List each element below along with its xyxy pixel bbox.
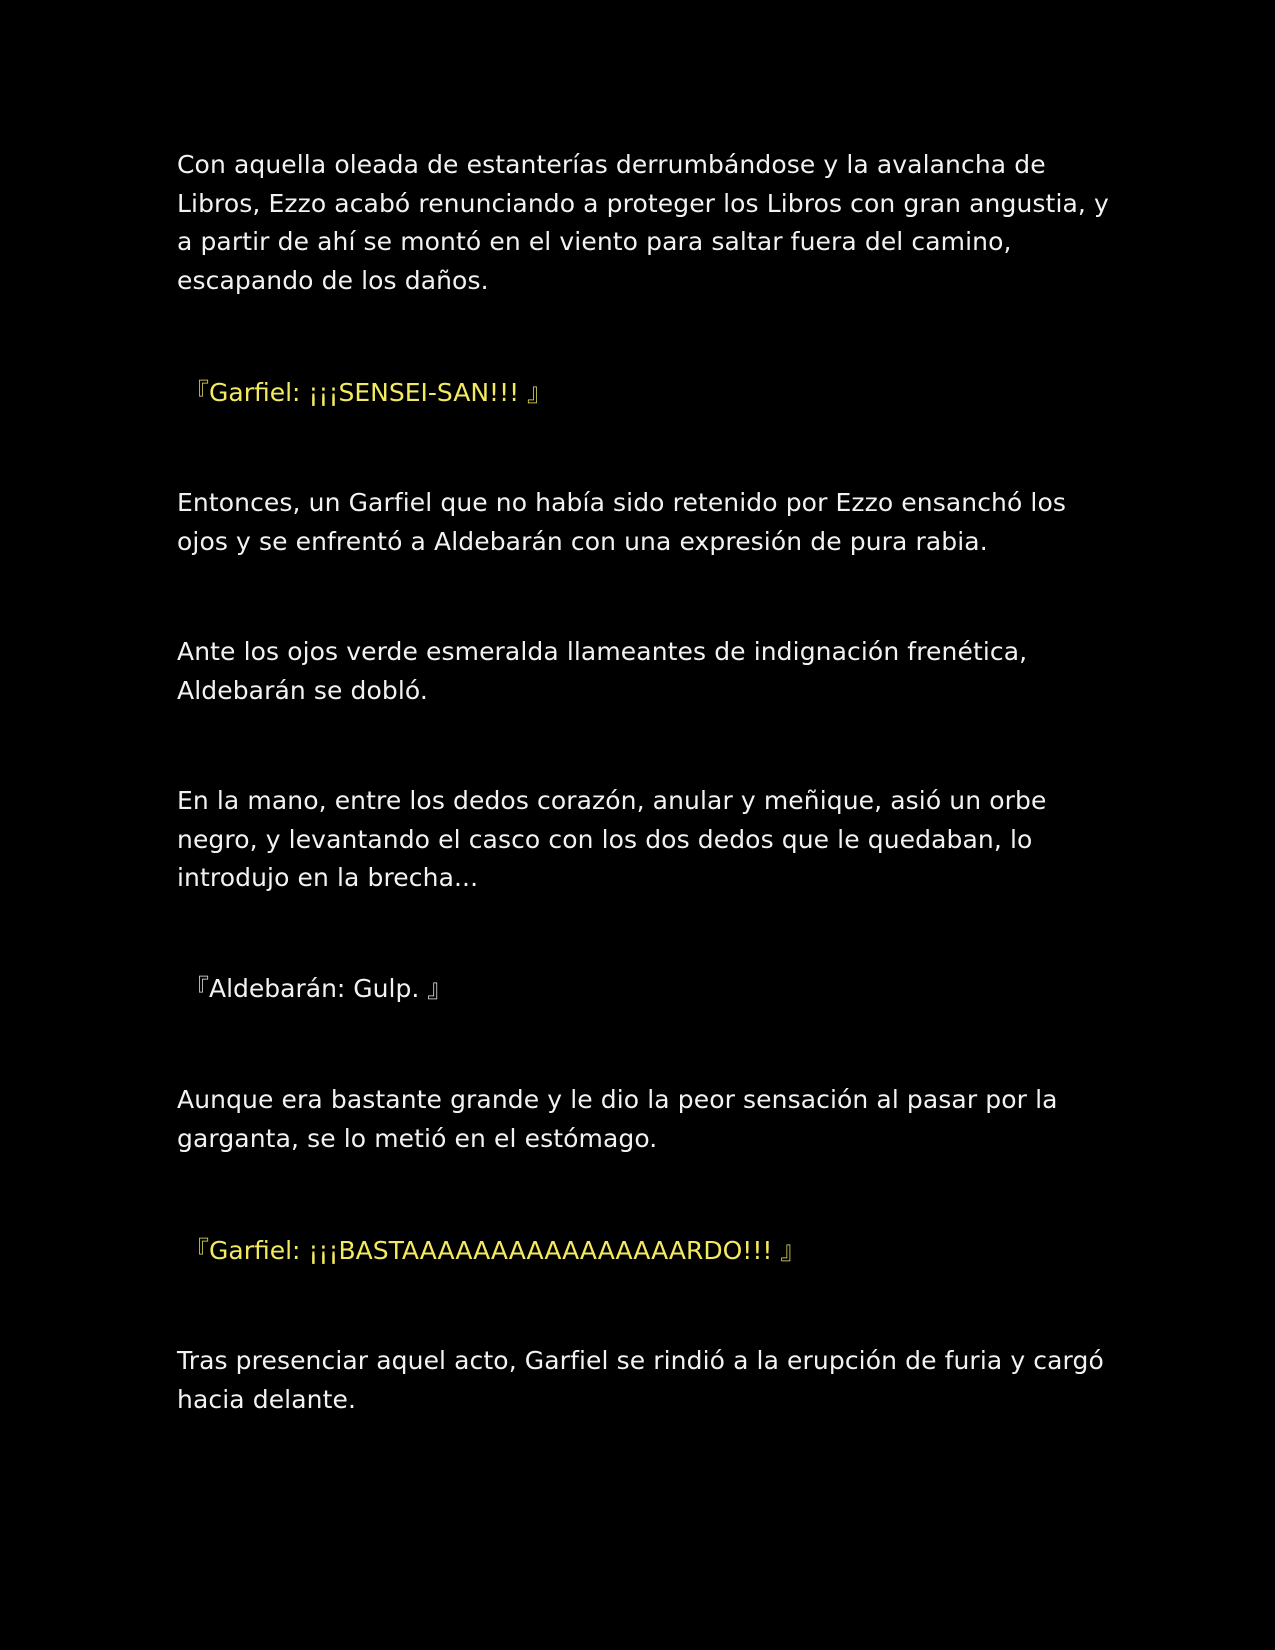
text-line: hacia delante.: [177, 1384, 357, 1414]
text-line: Aunque era bastante grande y le dio la peor sensación al pasar por la: [177, 1085, 1058, 1114]
text-line: Con aquella oleada de estanterías derrumbándose y la avalancha de: [177, 150, 1046, 179]
text-line: ojos y se enfrentó a Aldebarán con una expresión de pura rabia.: [177, 526, 988, 556]
text-line: Ante los ojos verde esmeralda llameantes de indignación frenética,: [177, 637, 1028, 666]
text-line: introdujo en la brecha...: [177, 863, 479, 892]
text-line: Aldebarán se dobló.: [177, 675, 428, 705]
narration-paragraph-6: [177, 1342, 1107, 1419]
narration-paragraph-1: [177, 146, 1107, 300]
text-line: escapando de los daños.: [177, 265, 489, 295]
dialogue-garfiel-1: 『Garfiel: ¡¡¡SENSEI-SAN!!! 』: [184, 378, 553, 407]
text-line: garganta, se lo metió en el estómago.: [177, 1123, 658, 1153]
dialogue-aldebaran: 『Aldebarán: Gulp. 』: [184, 974, 453, 1003]
text-line: En la mano, entre los dedos corazón, anular y meñique, asió un orbe: [177, 786, 1047, 815]
text-line: negro, y levantando el casco con los dos dedos que le quedaban, lo: [177, 824, 1033, 854]
narration-paragraph-2: [177, 484, 1107, 561]
narration-paragraph-5: [177, 1081, 1107, 1158]
text-line: Libros, Ezzo acabó renunciando a proteger los Libros con gran angustia, y: [177, 188, 1109, 218]
text-line: Tras presenciar aquel acto, Garfiel se rindió a la erupción de furia y cargó: [177, 1346, 1104, 1375]
dialogue-garfiel-2: 『Garfiel: ¡¡¡BASTAAAAAAAAAAAAAAAARDO!!! 』: [184, 1236, 806, 1265]
text-line: Entonces, un Garfiel que no había sido retenido por Ezzo ensanchó los: [177, 488, 1066, 517]
narration-paragraph-3: [177, 633, 1107, 710]
narration-paragraph-4: [177, 782, 1107, 898]
text-line: a partir de ahí se montó en el viento para saltar fuera del camino,: [177, 227, 1012, 256]
